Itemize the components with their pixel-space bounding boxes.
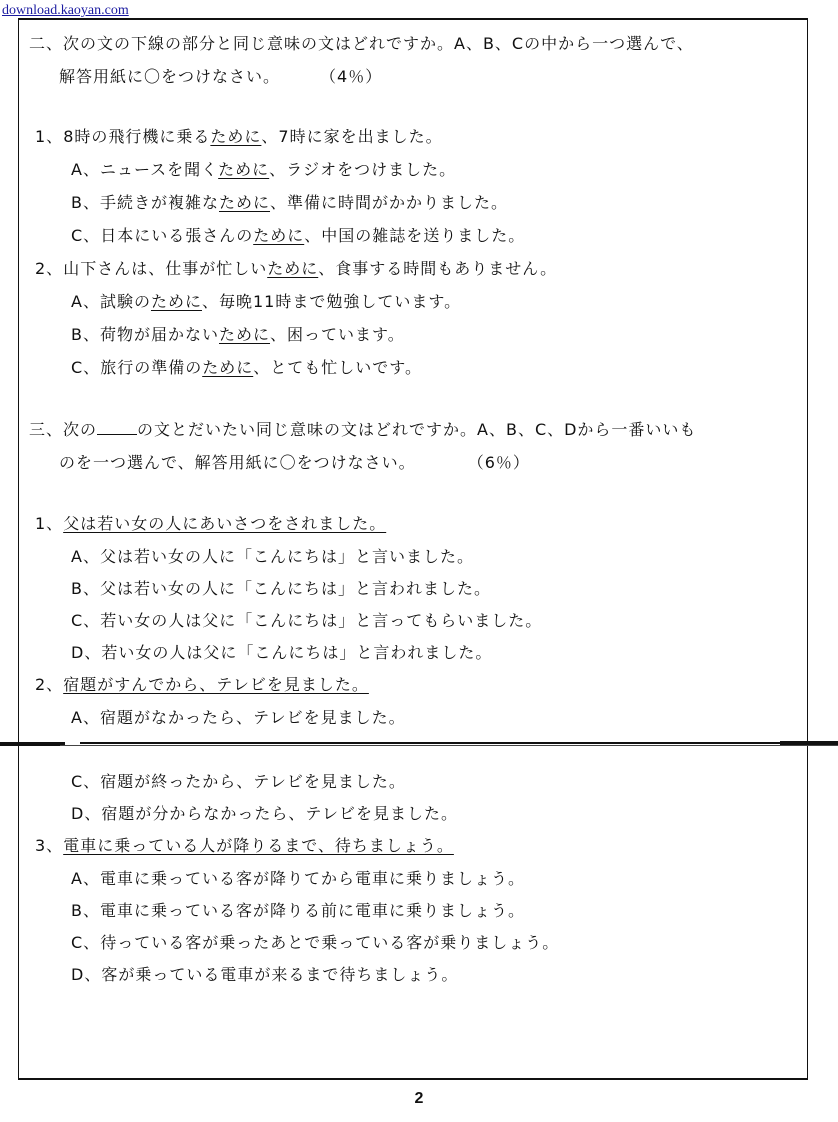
s3-q3-option-c: C、待っている客が乗ったあとで乗っている客が乗りましょう。 — [71, 933, 560, 952]
s3-q1-option-c: C、若い女の人は父に「こんにちは」と言ってもらいました。 — [71, 611, 543, 630]
s3-q2-option-a: A、宿題がなかったら、テレビを見ました。 — [71, 708, 406, 727]
watermark[interactable]: download.kaoyan.com — [2, 3, 129, 18]
section2-instruction-line2: 解答用紙に〇をつけなさい。 （4％） — [59, 67, 383, 86]
s3-q1-option-b: B、父は若い女の人に「こんにちは」と言われました。 — [71, 579, 491, 598]
s3-q2-option-c: C、宿題が終ったから、テレビを見ました。 — [71, 772, 406, 791]
s2-q2-option-a: A、試験のために、毎晩11時まで勉強しています。 — [71, 292, 462, 311]
s3-q3-stem: 3、電車に乗っている人が降りるまで、待ちましょう。 — [35, 836, 454, 855]
section3-points: （6％） — [467, 453, 530, 472]
s3-q1-option-a: A、父は若い女の人に「こんにちは」と言いました。 — [71, 547, 474, 566]
s3-q3-option-d: D、客が乗っている電車が来るまで待ちましょう。 — [71, 965, 459, 984]
blank-line — [97, 420, 137, 435]
s3-q2-stem: 2、宿題がすんでから、テレビを見ました。 — [35, 675, 369, 694]
s2-q1-option-a: A、ニュースを聞くために、ラジオをつけました。 — [71, 160, 457, 179]
exam-page-frame — [18, 18, 808, 1080]
s2-q1-option-c: C、日本にいる張さんのために、中国の雑誌を送りました。 — [71, 226, 526, 245]
section3-instruction-line2: のを一つ選んで、解答用紙に〇をつけなさい。 （6％） — [59, 453, 530, 472]
s2-q2-stem: 2、山下さんは、仕事が忙しいために、食事する時間もありません。 — [35, 259, 558, 278]
s3-q2-option-d: D、宿題が分からなかったら、テレビを見ました。 — [71, 804, 459, 823]
page-number: 2 — [414, 1090, 424, 1107]
s3-q1-option-d: D、若い女の人は父に「こんにちは」と言われました。 — [71, 643, 493, 662]
s2-q1-stem: 1、8時の飛行機に乗るために、7時に家を出ました。 — [35, 127, 443, 146]
section3-instruction: 三、次の の文とだいたい同じ意味の文はどれですか。A、B、C、Dから一番いいも — [29, 420, 697, 439]
s2-q2-option-b: B、荷物が届かないために、困っています。 — [71, 325, 405, 344]
s3-q3-option-a: A、電車に乗っている客が降りてから電車に乗りましょう。 — [71, 869, 525, 888]
s2-q2-option-c: C、旅行の準備のために、とても忙しいです。 — [71, 358, 422, 377]
section2-points: （4％） — [320, 67, 383, 86]
s2-q1-option-b: B、手続きが複雑なために、準備に時間がかかりました。 — [71, 193, 509, 212]
s3-q3-option-b: B、電車に乗っている客が降りる前に電車に乗りましょう。 — [71, 901, 525, 920]
s3-q1-stem: 1、父は若い女の人にあいさつをされました。 — [35, 514, 387, 533]
section2-instruction: 二、次の文の下線の部分と同じ意味の文はどれですか。A、B、Cの中から一つ選んで、 — [29, 34, 694, 53]
scan-seam-divider — [0, 741, 838, 747]
